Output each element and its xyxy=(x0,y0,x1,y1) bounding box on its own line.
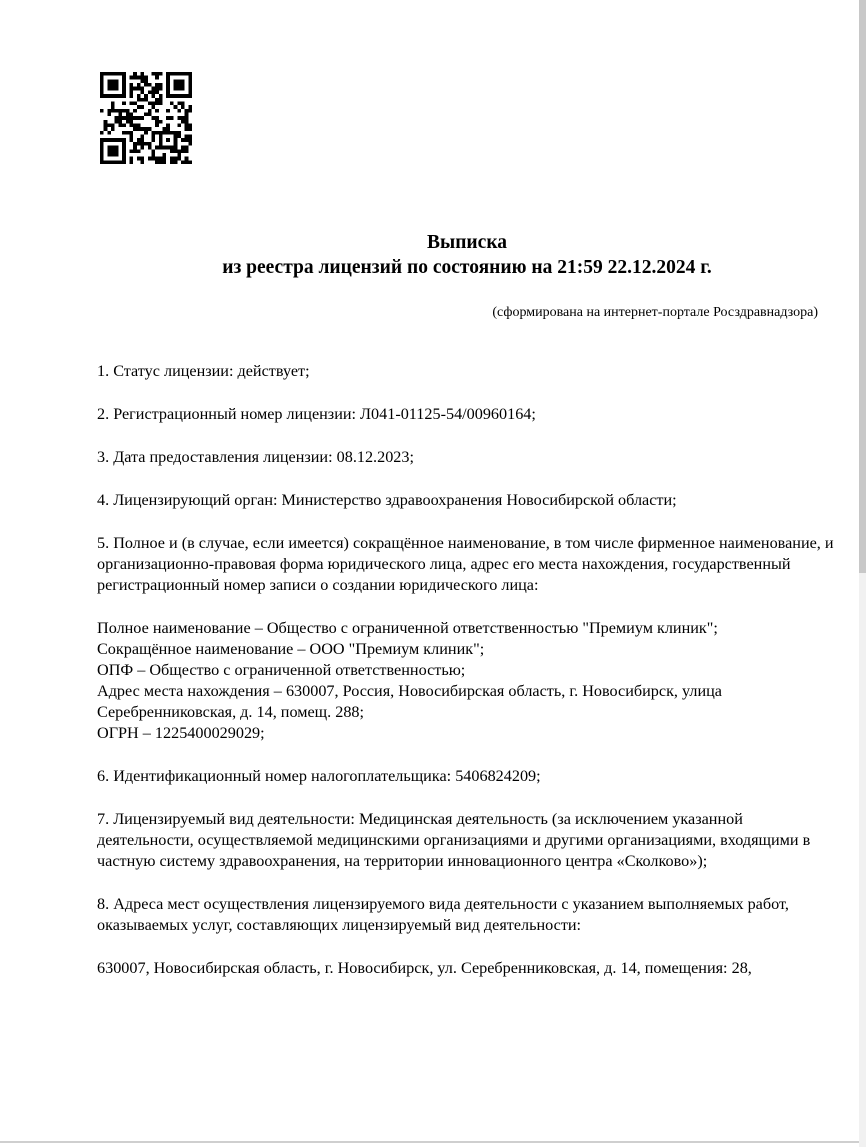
paragraph-activity-addresses-intro: 8. Адреса мест осуществления лицензируемого вида деятельности с указанием выполняемых работ, оказываемых услуг, составляющих лицензируемый вид деятельности: xyxy=(97,895,789,934)
paragraph-license-status: 1. Статус лицензии: действует; xyxy=(97,362,310,380)
org-short-name: Сокращённое наименование – ООО "Премиум клиник"; xyxy=(97,640,485,658)
paragraph-grant-date: 3. Дата предоставления лицензии: 08.12.2023; xyxy=(97,448,414,466)
document-title xyxy=(97,231,837,280)
vertical-scrollbar[interactable] xyxy=(859,0,866,1147)
org-details-block xyxy=(97,618,837,744)
org-full-name: Полное наименование – Общество с ограниченной ответственностью "Премиум клиник"; xyxy=(97,619,718,637)
generation-note: (сформирована на интернет-портале Росздравнадзора) xyxy=(492,305,818,320)
org-address: Адрес места нахождения – 630007, Россия, Новосибирская область, г. Новосибирск, улица Серебренниковская, д. 14, помещ. 288; xyxy=(97,682,722,721)
title-line-1: Выписка xyxy=(426,232,508,253)
paragraph-name-intro: 5. Полное и (в случае, если имеется) сокращённое наименование, в том числе фирменное наименование, и организационно-правовая форма юридического лица, адрес его места нахождения, государственный регистрационный номер записи о создании юридического лица: xyxy=(97,534,834,594)
title-line-2: из реестра лицензий по состоянию на 21:59 22.12.2024 г. xyxy=(222,256,712,278)
paragraph-licensed-activity: 7. Лицензируемый вид деятельности: Медицинская деятельность (за исключением указанной деятельности, осуществляемой медицинскими организациями и другими организациями, входящими в частную систему здравоохранения, на территории инновационного центра «Сколково»); xyxy=(97,810,811,870)
org-legal-form: ОПФ – Общество с ограниченной ответственностью; xyxy=(97,661,466,679)
document-content xyxy=(97,0,837,979)
paragraph-activity-address: 630007, Новосибирская область, г. Новосибирск, ул. Серебренниковская, д. 14, помещения: 28, xyxy=(97,959,752,977)
scrollbar-thumb[interactable] xyxy=(859,0,866,573)
page-bottom-edge xyxy=(0,1141,859,1143)
org-ogrn: ОГРН – 1225400029029; xyxy=(97,724,265,742)
paragraph-inn: 6. Идентификационный номер налогоплательщика: 5406824209; xyxy=(97,767,541,785)
paragraph-registration-number: 2. Регистрационный номер лицензии: Л041-01125-54/00960164; xyxy=(97,405,536,423)
paragraph-licensing-authority: 4. Лицензирующий орган: Министерство здравоохранения Новосибирской области; xyxy=(97,491,677,509)
